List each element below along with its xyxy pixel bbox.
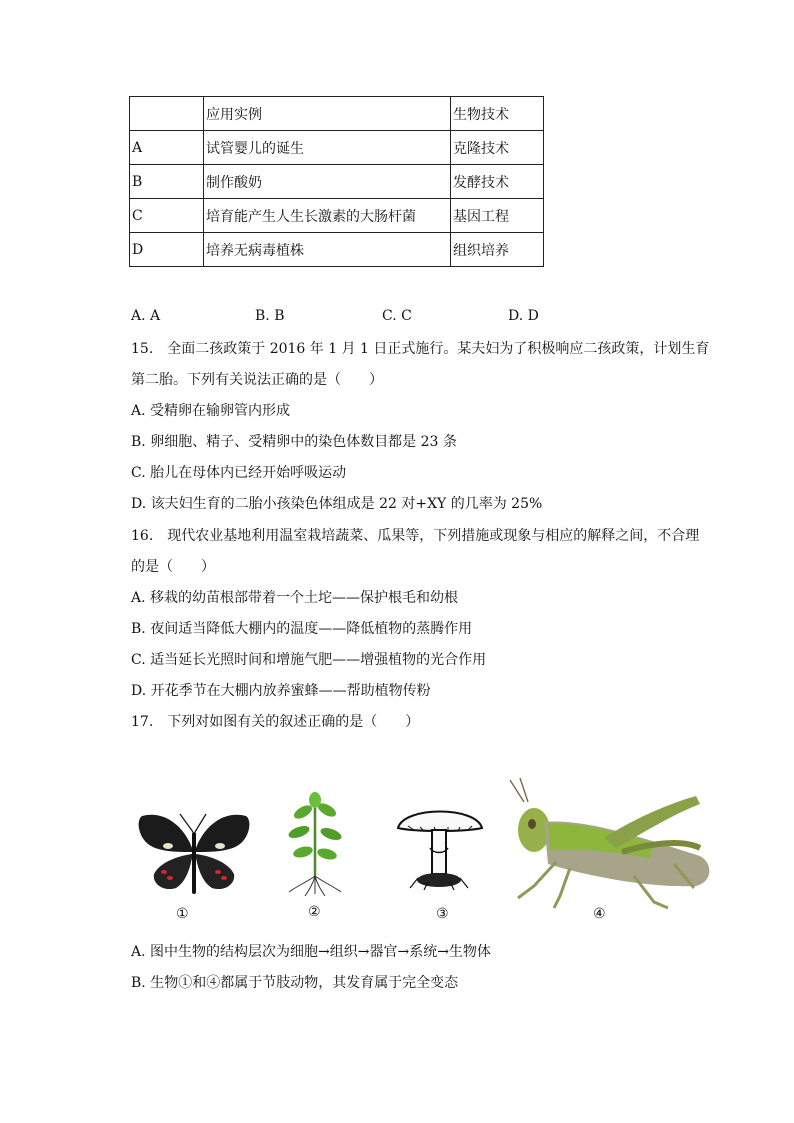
q14-option-d[interactable]: D. D (508, 308, 539, 324)
q16-option-b[interactable]: B. 夜间适当降低大棚内的温度——降低植物的蒸腾作用 (131, 621, 473, 637)
table-cell: C (130, 199, 204, 233)
q14-options (131, 308, 651, 328)
q14-option-c[interactable]: C. C (382, 308, 412, 324)
table-row (130, 131, 544, 165)
q17-option-b[interactable]: B. 生物①和④都属于节肢动物，其发育属于完全变态 (131, 975, 459, 991)
grasshopper-image (504, 778, 722, 910)
table-cell: 发酵技术 (451, 165, 544, 199)
table-cell: 应用实例 (204, 97, 451, 131)
table-row (130, 199, 544, 233)
q15-stem-line1: 15. 全面二孩政策于 2016 年 1 月 1 日正式施行。某夫妇为了积极响应二孩政策，计划生育 (131, 341, 710, 357)
q15-stem-line2: 第二胎。下列有关说法正确的是（ ） (131, 372, 383, 388)
q15-option-d[interactable]: D. 该夫妇生育的二胎小孩染色体组成是 22 对+XY 的几率为 25% (131, 496, 543, 512)
q17-option-a[interactable]: A. 图中生物的结构层次为细胞→组织→器官→系统→生物体 (131, 944, 491, 960)
table-cell: B (130, 165, 204, 199)
q14-option-b[interactable]: B. B (255, 308, 285, 324)
figure-label-1: ① (176, 906, 189, 922)
figure-label-2: ② (308, 904, 321, 920)
figure-label-4: ④ (593, 906, 606, 922)
table-header-row (130, 97, 544, 131)
q17-stem: 17. 下列对如图有关的叙述正确的是（ ） (131, 714, 420, 730)
table-cell: 培养无病毒植株 (204, 233, 451, 267)
table-cell: 制作酸奶 (204, 165, 451, 199)
table-cell: 组织培养 (451, 233, 544, 267)
mushroom-image (394, 798, 486, 892)
butterfly-image (134, 806, 254, 898)
table-cell: A (130, 131, 204, 165)
table-cell (130, 97, 204, 131)
q16-option-c[interactable]: C. 适当延长光照时间和增施气肥——增强植物的光合作用 (131, 652, 487, 668)
seedling-image (283, 790, 347, 898)
figure-label-3: ③ (436, 906, 449, 922)
q14-option-a[interactable]: A. A (131, 308, 161, 324)
q15-option-a[interactable]: A. 受精卵在输卵管内形成 (131, 403, 291, 419)
q16-stem-line2: 的是（ ） (131, 559, 215, 575)
table-cell: D (130, 233, 204, 267)
table-cell: 生物技术 (451, 97, 544, 131)
q16-stem-line1: 16. 现代农业基地利用温室栽培蔬菜、瓜果等，下列措施或现象与相应的解释之间，不合理 (131, 528, 700, 544)
table-cell: 基因工程 (451, 199, 544, 233)
table-cell: 培育能产生人生长激素的大肠杆菌 (204, 199, 451, 233)
q16-option-a[interactable]: A. 移栽的幼苗根部带着一个土坨——保护根毛和幼根 (131, 590, 459, 606)
table-cell: 试管婴儿的诞生 (204, 131, 451, 165)
table-row (130, 165, 544, 199)
q15-option-b[interactable]: B. 卵细胞、精子、受精卵中的染色体数目都是 23 条 (131, 434, 457, 450)
table-cell: 克隆技术 (451, 131, 544, 165)
table-row (130, 233, 544, 267)
q16-option-d[interactable]: D. 开花季节在大棚内放养蜜蜂——帮助植物传粉 (131, 683, 431, 699)
biotech-table (129, 96, 544, 267)
q15-option-c[interactable]: C. 胎儿在母体内已经开始呼吸运动 (131, 465, 347, 481)
